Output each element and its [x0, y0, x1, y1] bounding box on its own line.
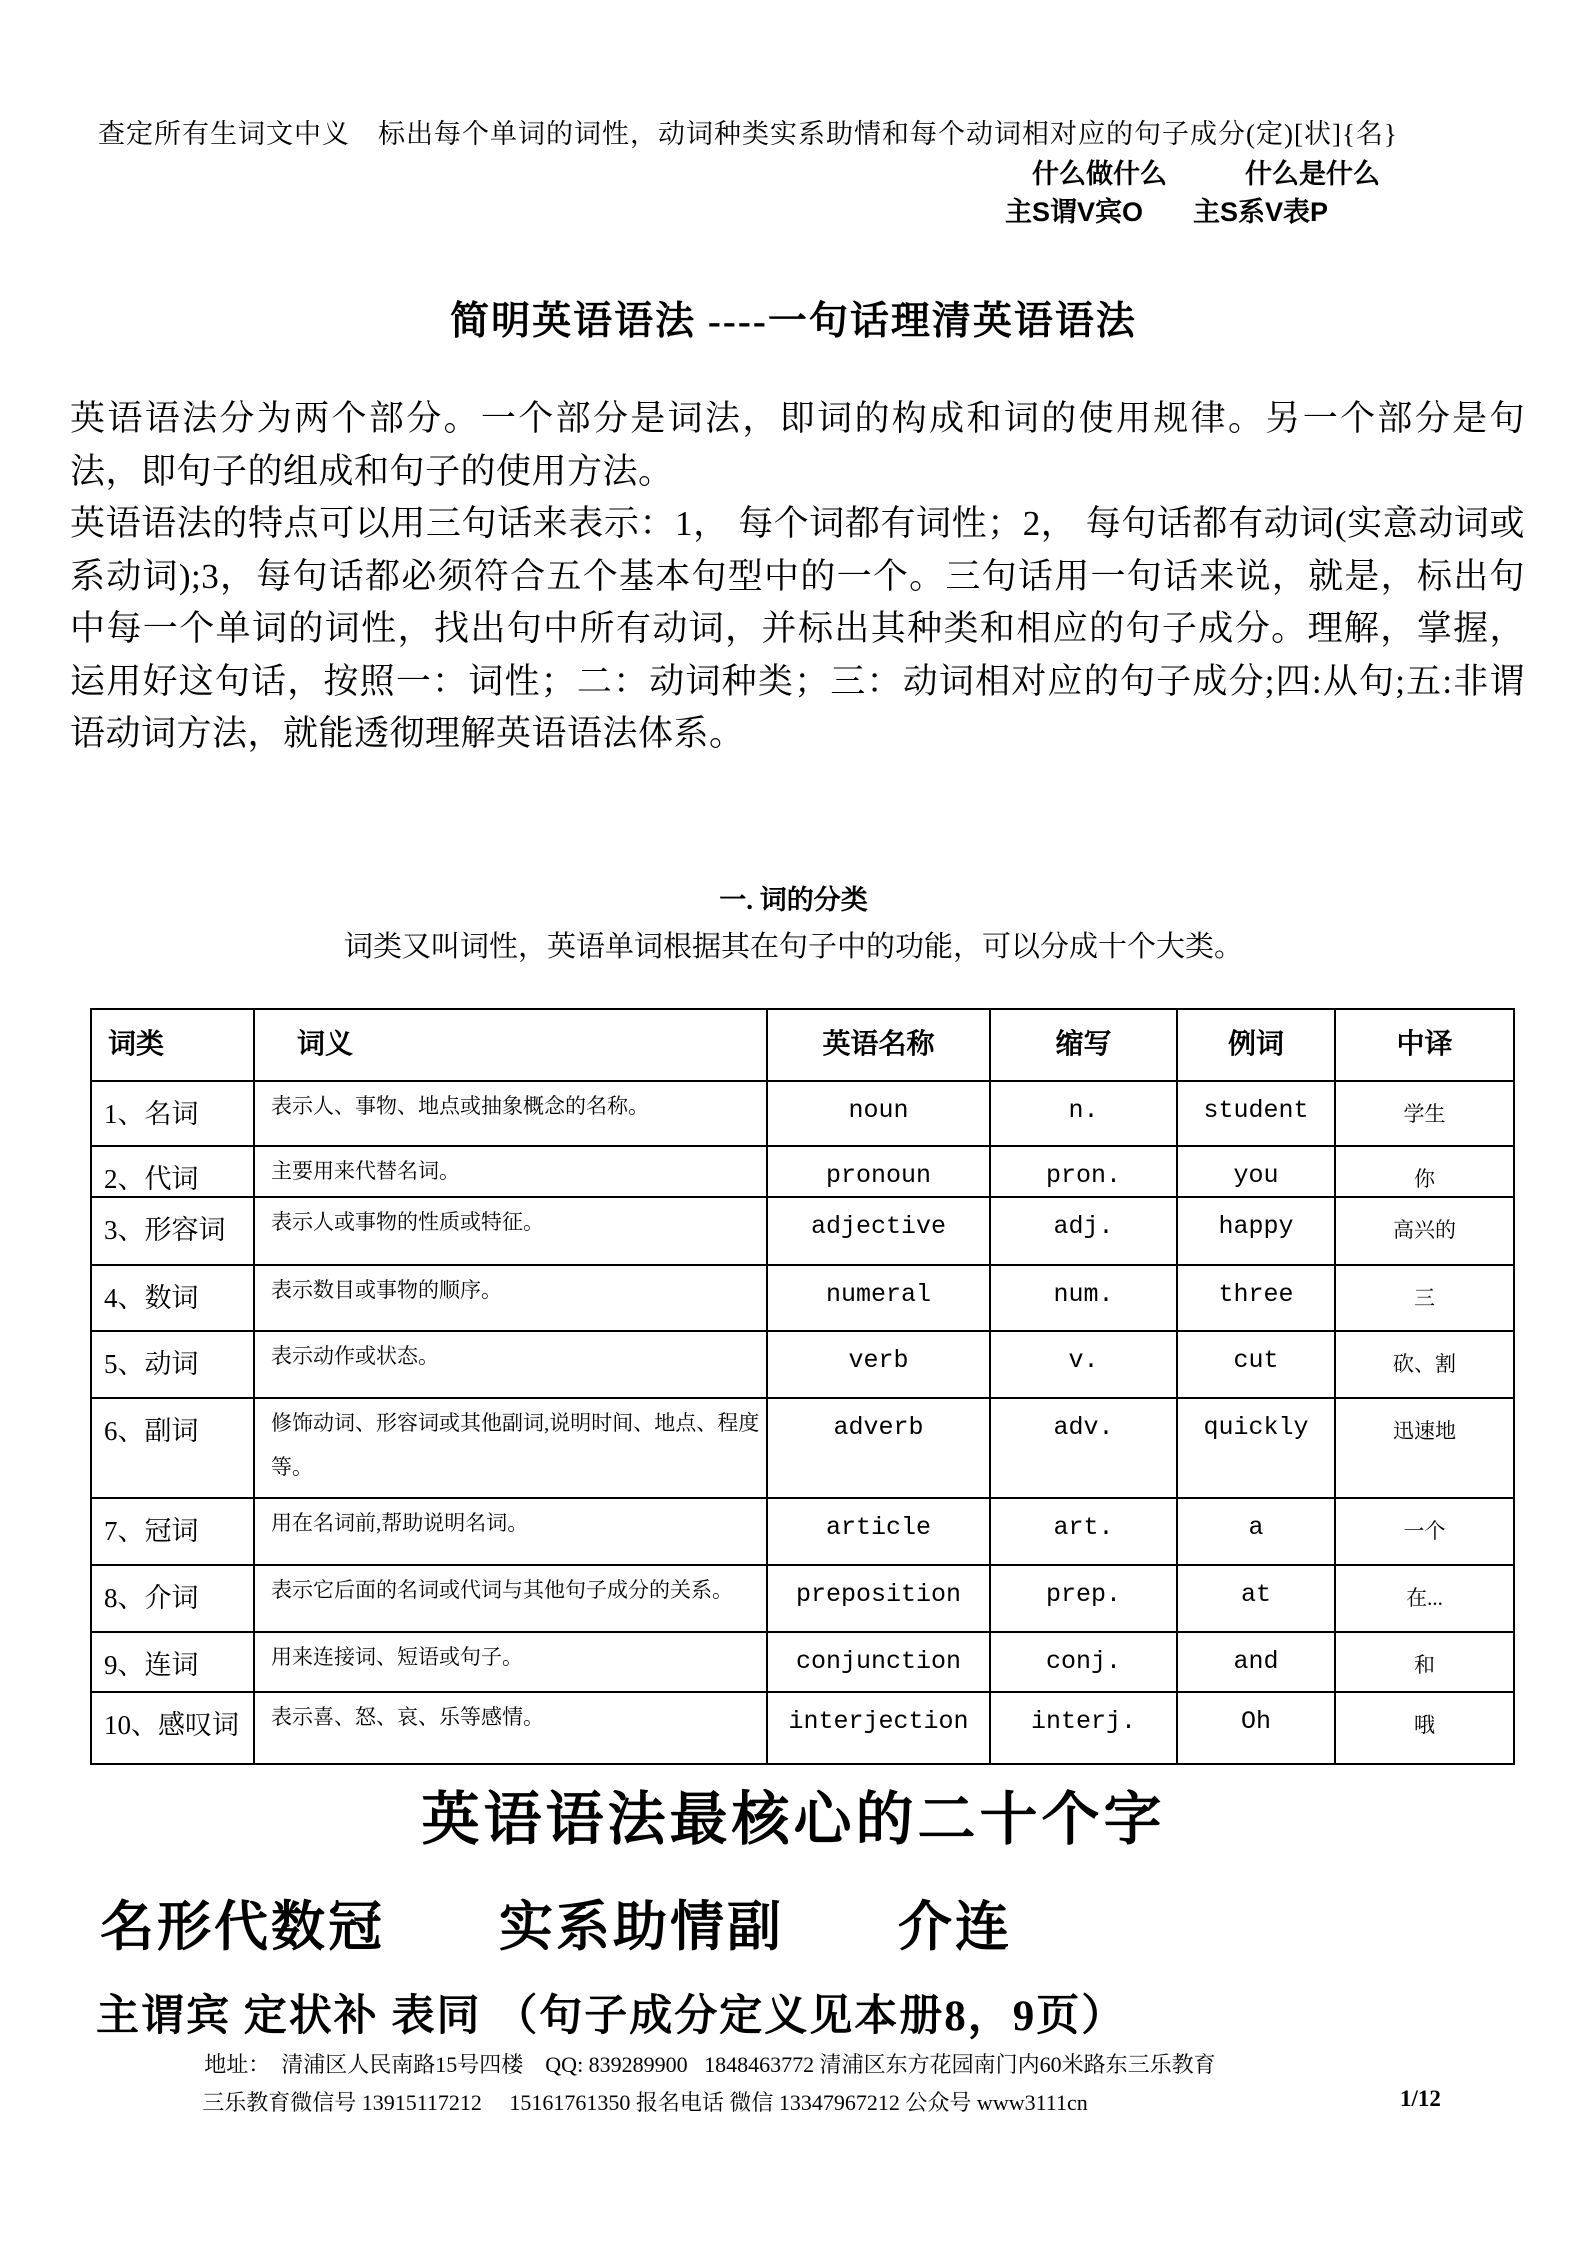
- table-cell: 一个: [1335, 1498, 1514, 1565]
- table-cell: quickly: [1177, 1398, 1335, 1498]
- table-cell: 6、副词: [91, 1398, 254, 1498]
- table-cell: noun: [767, 1081, 990, 1146]
- table-cell: 学生: [1335, 1081, 1514, 1146]
- table-cell: 你: [1335, 1146, 1514, 1197]
- table-cell: 1、名词: [91, 1081, 254, 1146]
- table-cell: you: [1177, 1146, 1335, 1197]
- table-cell: 砍、割: [1335, 1331, 1514, 1398]
- table-row: [91, 1398, 1514, 1498]
- table-cell: pronoun: [767, 1146, 990, 1197]
- page-number: 1/12: [1400, 2086, 1441, 2111]
- table-header-row: [91, 1009, 1514, 1081]
- intro-paragraph-1: 英语语法分为两个部分。一个部分是词法，即词的构成和词的使用规律。另一个部分是句法，即句子的组成和句子的使用方法。: [70, 399, 1525, 491]
- table-cell: 表示人、事物、地点或抽象概念的名称。: [254, 1081, 767, 1146]
- table-cell: and: [1177, 1632, 1335, 1692]
- table-cell: 4、数词: [91, 1265, 254, 1331]
- table-cell: article: [767, 1498, 990, 1565]
- table-row: [91, 1146, 1514, 1197]
- table-cell: cut: [1177, 1331, 1335, 1398]
- table-cell: 用在名词前,帮助说明名词。: [254, 1498, 767, 1565]
- section-subtitle: 词类又叫词性，英语单词根据其在句子中的功能，可以分成十个大类。: [343, 931, 1243, 963]
- table-cell: pron.: [990, 1146, 1177, 1197]
- table-cell: 表示人或事物的性质或特征。: [254, 1197, 767, 1265]
- table-cell: 迅速地: [1335, 1398, 1514, 1498]
- core-words-line: 名形代数冠 实系助情副 介连: [100, 1897, 1012, 1957]
- table-cell: v.: [990, 1331, 1177, 1398]
- table-cell: 在...: [1335, 1565, 1514, 1632]
- table-cell: preposition: [767, 1565, 990, 1632]
- table-cell: 表示喜、怒、哀、乐等感情。: [254, 1692, 767, 1764]
- table-row: [91, 1081, 1514, 1146]
- page-title: 简明英语语法 ----一句话理清英语语法: [450, 300, 1137, 343]
- table-cell: 9、连词: [91, 1632, 254, 1692]
- table-cell: 表示它后面的名词或代词与其他句子成分的关系。: [254, 1565, 767, 1632]
- table-row: [91, 1197, 1514, 1265]
- table-cell: conjunction: [767, 1632, 990, 1692]
- table-cell: 表示数目或事物的顺序。: [254, 1265, 767, 1331]
- table-cell: 用来连接词、短语或句子。: [254, 1632, 767, 1692]
- table-cell: numeral: [767, 1265, 990, 1331]
- table-cell: interj.: [990, 1692, 1177, 1764]
- header-annotation-svp: 主S系V表P: [1193, 197, 1329, 227]
- column-header-meaning: 词义: [254, 1009, 767, 1081]
- table-cell: Oh: [1177, 1692, 1335, 1764]
- column-header-english-name: 英语名称: [767, 1009, 990, 1081]
- footer-contact-line: 三乐教育微信号 13915117212 15161761350 报名电话 微信 13347967212 公众号 www3111cn: [202, 2090, 1088, 2115]
- table-cell: 10、感叹词: [91, 1692, 254, 1764]
- table-cell: 三: [1335, 1265, 1514, 1331]
- table-cell: 5、动词: [91, 1331, 254, 1398]
- header-annotation-what-is: 什么是什么: [1245, 159, 1380, 189]
- header-annotation-what-does: 什么做什么: [1032, 159, 1167, 189]
- table-cell: n.: [990, 1081, 1177, 1146]
- table-cell: 高兴的: [1335, 1197, 1514, 1265]
- header-annotation-line3: [1005, 190, 1328, 229]
- column-header-word-class: 词类: [91, 1009, 254, 1081]
- core-components-line: 主谓宾 定状补 表同 （句子成分定义见本册8，9页）: [96, 1993, 1127, 2040]
- table-cell: 主要用来代替名词。: [254, 1146, 767, 1197]
- column-header-translation: 中译: [1335, 1009, 1514, 1081]
- table-cell: verb: [767, 1331, 990, 1398]
- table-cell: three: [1177, 1265, 1335, 1331]
- table-cell: 修饰动词、形容词或其他副词,说明时间、地点、程度等。: [254, 1398, 767, 1498]
- table-cell: art.: [990, 1498, 1177, 1565]
- table-cell: 7、冠词: [91, 1498, 254, 1565]
- table-cell: 哦: [1335, 1692, 1514, 1764]
- header-annotation-line1: 查定所有生词文中义 标出每个单词的词性，动词种类实系助情和每个动词相对应的句子成分(定)[状]{名}: [98, 119, 1398, 149]
- table-cell: 表示动作或状态。: [254, 1331, 767, 1398]
- table-cell: adj.: [990, 1197, 1177, 1265]
- table-cell: happy: [1177, 1197, 1335, 1265]
- section-heading: 一. 词的分类: [719, 885, 868, 915]
- table-row: [91, 1331, 1514, 1398]
- column-header-abbreviation: 缩写: [990, 1009, 1177, 1081]
- core-twenty-words-title: 英语语法最核心的二十个字: [421, 1787, 1166, 1852]
- table-cell: at: [1177, 1565, 1335, 1632]
- intro-paragraph-2: 英语语法的特点可以用三句话来表示：1， 每个词都有词性；2， 每句话都有动词(实意动词或系动词);3，每句话都必须符合五个基本句型中的一个。三句话用一句话来说，就是，标出句中每一个单词的词性，找出句中所有动词，并标出其种类和相应的句子成分。理解，掌握，运用好这句话，按照一：词性；二：动词种类；三：动词相对应的句子成分;四:从句;五:非谓语动词方法，就能透彻理解英语语法体系。: [70, 504, 1525, 753]
- header-annotation-line2: [1032, 152, 1380, 191]
- intro-text: [70, 393, 1525, 761]
- table-row: [91, 1498, 1514, 1565]
- table-cell: adv.: [990, 1398, 1177, 1498]
- parts-of-speech-table: [90, 1008, 1515, 1765]
- table-cell: 8、介词: [91, 1565, 254, 1632]
- table-row: [91, 1265, 1514, 1331]
- column-header-example: 例词: [1177, 1009, 1335, 1081]
- table-cell: prep.: [990, 1565, 1177, 1632]
- table-cell: 3、形容词: [91, 1197, 254, 1265]
- table-body: [91, 1081, 1514, 1764]
- table-row: [91, 1692, 1514, 1764]
- table-row: [91, 1565, 1514, 1632]
- table-cell: num.: [990, 1265, 1177, 1331]
- table-cell: student: [1177, 1081, 1335, 1146]
- header-annotation-svo: 主S谓V宾O: [1005, 197, 1144, 227]
- table-cell: adjective: [767, 1197, 990, 1265]
- table-cell: 和: [1335, 1632, 1514, 1692]
- table-cell: a: [1177, 1498, 1335, 1565]
- table-cell: adverb: [767, 1398, 990, 1498]
- table-row: [91, 1632, 1514, 1692]
- table-cell: interjection: [767, 1692, 990, 1764]
- footer-address-line: 地址： 清浦区人民南路15号四楼 QQ: 839289900 1848463772 清浦区东方花园南门内60米路东三乐教育: [204, 2052, 1216, 2077]
- table-cell: 2、代词: [91, 1146, 254, 1197]
- table-cell: conj.: [990, 1632, 1177, 1692]
